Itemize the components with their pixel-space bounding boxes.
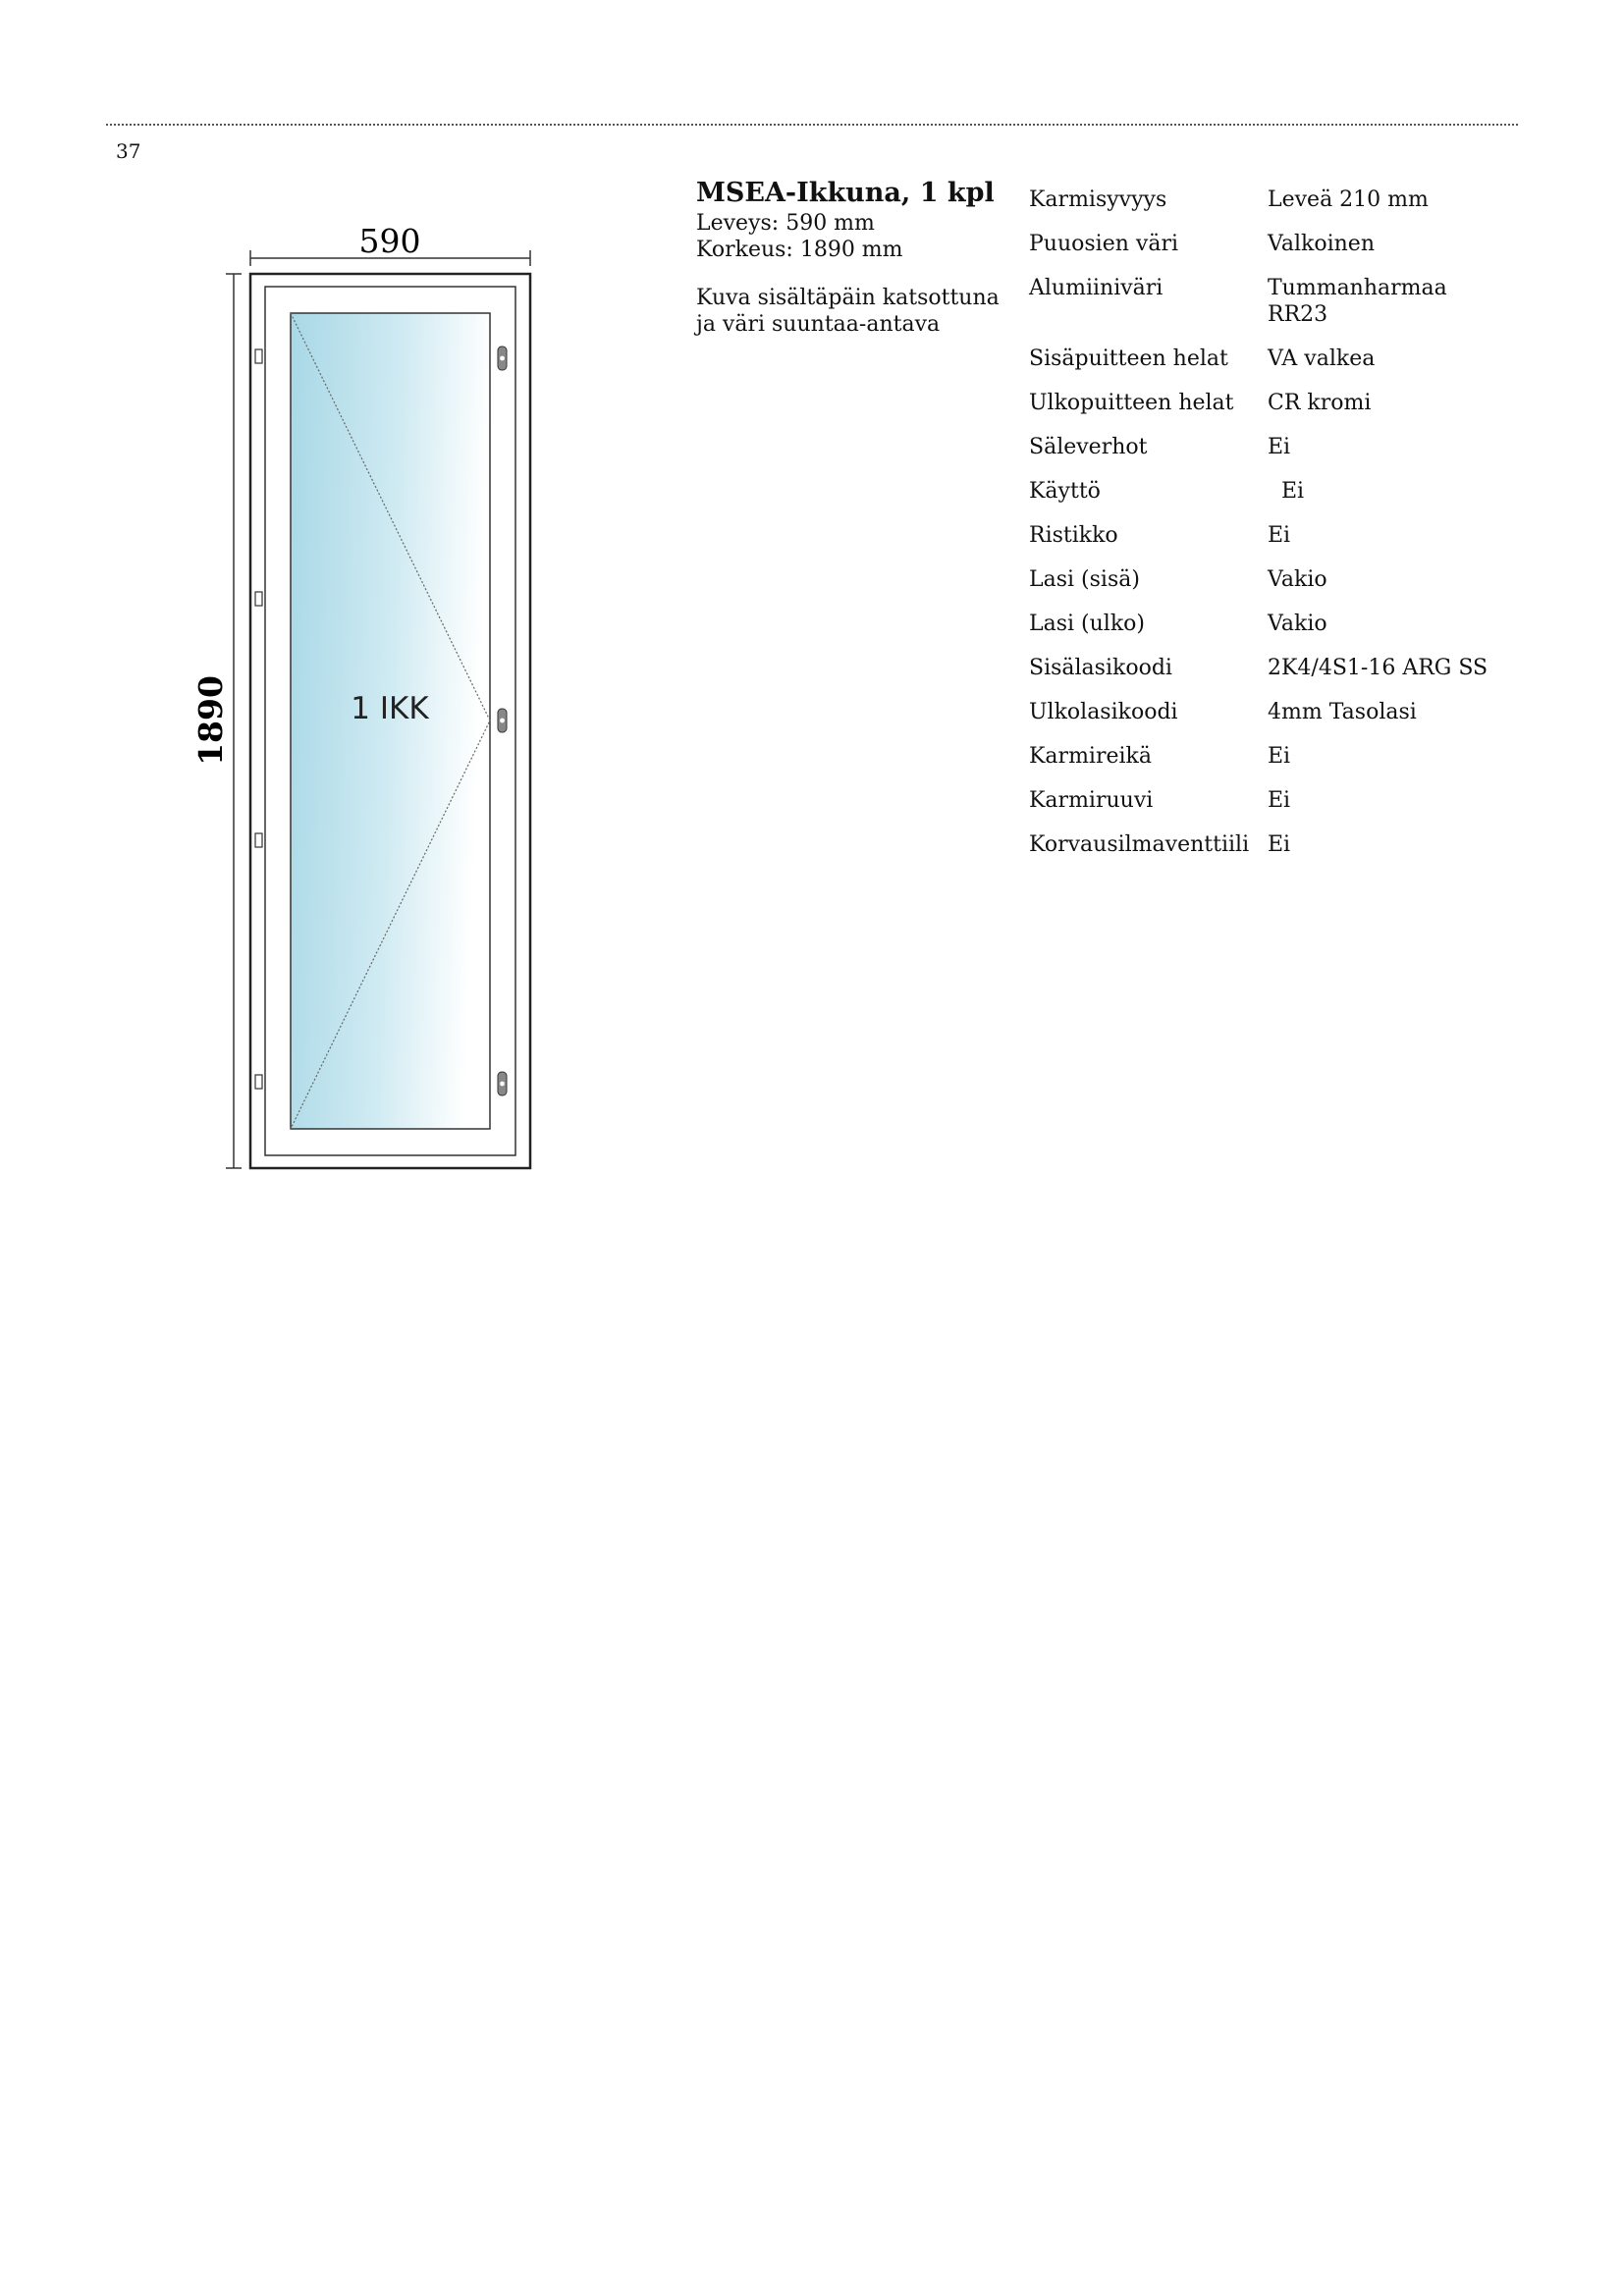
spec-row	[1029, 831, 1520, 876]
spec-key: Säleverhot	[1029, 435, 1148, 459]
spec-key: Karmisyvyys	[1029, 187, 1167, 212]
spec-key: Käyttö	[1029, 479, 1101, 504]
product-note	[696, 285, 1020, 338]
product-width: Leveys: 590 mm	[696, 211, 875, 236]
spec-value: Vakio	[1268, 612, 1327, 636]
spec-row	[1029, 478, 1520, 522]
window-drawing	[187, 211, 560, 1183]
spec-value	[1268, 275, 1520, 346]
spec-key: Karmiruuvi	[1029, 788, 1154, 813]
spec-value: VA valkea	[1268, 347, 1376, 371]
spec-key: Korvausilmaventtiili	[1029, 832, 1250, 857]
spec-table	[1029, 187, 1520, 876]
hinge-icon	[255, 833, 262, 847]
spec-value: Ei	[1268, 788, 1291, 813]
lock-icon	[498, 1072, 507, 1095]
spec-value-line: Tummanharmaa	[1268, 276, 1447, 300]
spec-key: Alumiiniväri	[1029, 276, 1164, 300]
spec-row	[1029, 699, 1520, 743]
height-dimension-label: 1890	[191, 675, 230, 766]
spec-value: 4mm Tasolasi	[1268, 700, 1417, 724]
spec-row	[1029, 611, 1520, 655]
spec-value: Ei	[1268, 523, 1291, 548]
spec-row	[1029, 434, 1520, 478]
spec-key: Puuosien väri	[1029, 232, 1178, 256]
lock-icon	[498, 709, 507, 732]
hinge-icon	[255, 592, 262, 606]
spec-value: CR kromi	[1268, 391, 1372, 415]
spec-row	[1029, 187, 1520, 231]
spec-value: 2K4/4S1-16 ARG SS	[1268, 656, 1489, 680]
page-number: 37	[116, 139, 141, 163]
product-note-line: ja väri suuntaa-antava	[696, 312, 941, 337]
spec-key: Lasi (ulko)	[1029, 612, 1145, 636]
spec-value: Valkoinen	[1268, 232, 1375, 256]
spec-key: Ulkolasikoodi	[1029, 700, 1178, 724]
sash-label: 1 IKK	[351, 691, 429, 726]
width-dimension-label: 590	[358, 222, 421, 260]
spec-row	[1029, 787, 1520, 831]
spec-value: Ei	[1268, 435, 1291, 459]
spec-row	[1029, 390, 1520, 434]
lock-icon	[498, 347, 507, 370]
spec-key: Lasi (sisä)	[1029, 567, 1140, 592]
product-info	[696, 177, 1020, 338]
spec-row	[1029, 655, 1520, 699]
spec-key: Ulkopuitteen helat	[1029, 391, 1234, 415]
product-note-line: Kuva sisältäpäin katsottuna	[696, 286, 1000, 310]
spec-row	[1029, 522, 1520, 566]
spec-row	[1029, 346, 1520, 390]
spec-key: Sisälasikoodi	[1029, 656, 1172, 680]
header-rule	[106, 124, 1518, 126]
hinge-icon	[255, 349, 262, 363]
spec-key: Karmireikä	[1029, 744, 1152, 769]
spec-value-line: RR23	[1268, 302, 1328, 327]
spec-row	[1029, 231, 1520, 275]
spec-value: Ei	[1268, 744, 1291, 769]
spec-value: Ei	[1268, 832, 1291, 857]
spec-value: Vakio	[1268, 567, 1327, 592]
spec-value: Ei	[1268, 479, 1305, 504]
spec-row	[1029, 275, 1520, 346]
spec-row	[1029, 566, 1520, 611]
spec-row	[1029, 743, 1520, 787]
spec-key: Sisäpuitteen helat	[1029, 347, 1228, 371]
spec-value: Leveä 210 mm	[1268, 187, 1429, 212]
product-title: MSEA-Ikkuna, 1 kpl	[696, 178, 995, 208]
product-height: Korkeus: 1890 mm	[696, 238, 903, 262]
spec-key: Ristikko	[1029, 523, 1118, 548]
hinge-icon	[255, 1075, 262, 1089]
